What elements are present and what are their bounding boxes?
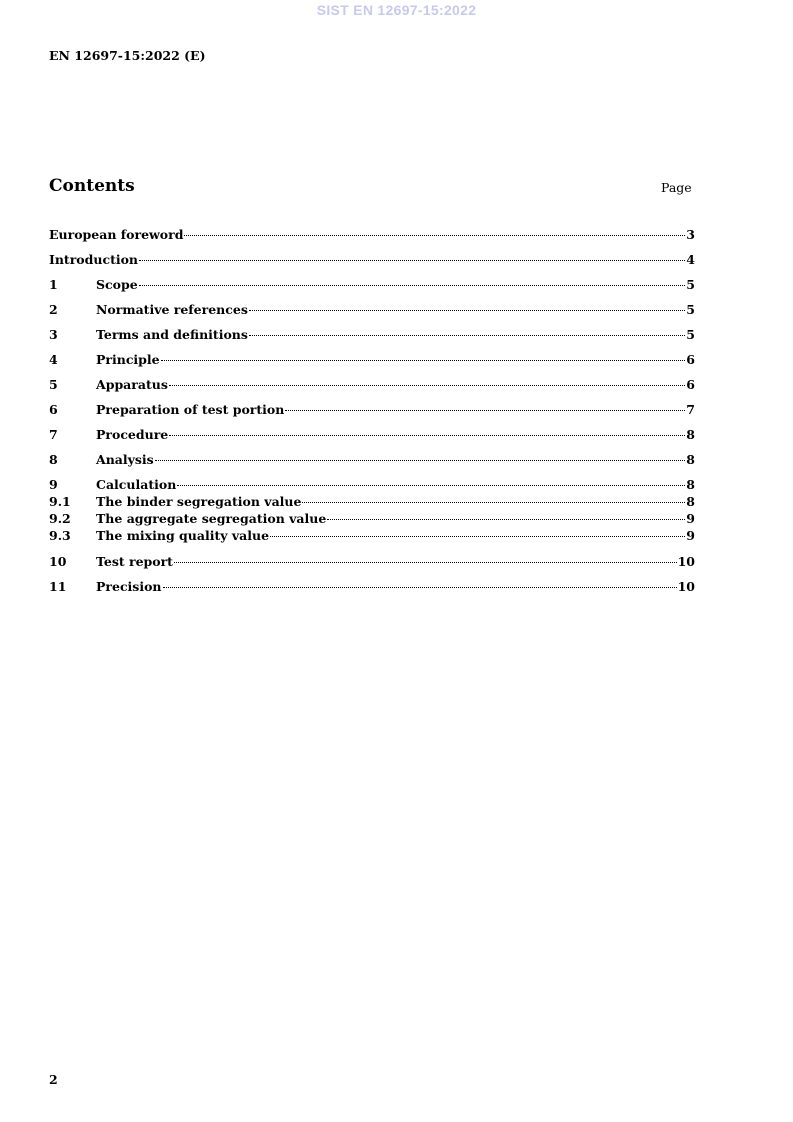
contents-heading: Contents <box>49 176 135 196</box>
toc-entry-title: The mixing quality value <box>96 528 270 543</box>
toc-entry[interactable] <box>49 426 695 443</box>
toc-entry[interactable] <box>49 476 695 493</box>
toc-entry-title: The aggregate segregation value <box>96 511 327 526</box>
toc-entry-page: 8 <box>686 452 695 467</box>
toc-entry-title: Scope <box>96 277 138 292</box>
toc-leader-dots <box>285 410 685 411</box>
toc-entry-page: 9 <box>686 528 695 543</box>
table-of-contents <box>49 226 695 595</box>
toc-entry-page: 9 <box>686 511 695 526</box>
toc-leader-dots <box>270 536 685 537</box>
toc-entry-number: 8 <box>49 452 58 467</box>
toc-entry-number: 9 <box>49 477 58 492</box>
toc-entry[interactable] <box>49 301 695 318</box>
toc-entry-number: 7 <box>49 427 58 442</box>
toc-leader-dots <box>249 335 685 336</box>
toc-leader-dots <box>139 260 685 261</box>
document-id: EN 12697-15:2022 (E) <box>49 48 206 63</box>
toc-entry-title: Analysis <box>96 452 154 467</box>
toc-entry-page: 8 <box>686 477 695 492</box>
toc-entry[interactable] <box>49 326 695 343</box>
toc-entry[interactable] <box>49 226 695 243</box>
toc-entry-number: 9.2 <box>49 511 71 526</box>
toc-entry[interactable] <box>49 451 695 468</box>
toc-leader-dots <box>161 360 686 361</box>
toc-leader-dots <box>163 587 677 588</box>
toc-entry-page: 8 <box>686 494 695 509</box>
toc-entry-number: 3 <box>49 327 58 342</box>
toc-entry-title: Apparatus <box>96 377 168 392</box>
toc-entry-title: Test report <box>96 554 173 569</box>
toc-entry[interactable] <box>49 553 695 570</box>
toc-subentry[interactable] <box>49 527 695 544</box>
toc-entry-title: European foreword <box>49 227 184 242</box>
toc-leader-dots <box>139 285 686 286</box>
toc-entry[interactable] <box>49 276 695 293</box>
toc-entry-title: The binder segregation value <box>96 494 302 509</box>
toc-entry-number: 2 <box>49 302 58 317</box>
toc-entry-title: Preparation of test portion <box>96 402 285 417</box>
toc-leader-dots <box>177 485 685 486</box>
toc-entry-title: Precision <box>96 579 162 594</box>
watermark: SIST EN 12697-15:2022 <box>316 2 477 18</box>
page-column-label: Page <box>661 180 692 195</box>
toc-entry-page: 10 <box>677 554 695 569</box>
toc-leader-dots <box>249 310 685 311</box>
toc-entry-page: 10 <box>677 579 695 594</box>
toc-entry-title: Introduction <box>49 252 139 267</box>
toc-entry-number: 6 <box>49 402 58 417</box>
toc-entry-page: 5 <box>686 277 695 292</box>
toc-entry-title: Procedure <box>96 427 169 442</box>
toc-entry-page: 4 <box>686 252 695 267</box>
toc-entry-title: Calculation <box>96 477 177 492</box>
toc-entry-number: 1 <box>49 277 58 292</box>
toc-entry-number: 9.1 <box>49 494 71 509</box>
toc-entry-page: 6 <box>686 377 695 392</box>
toc-entry-page: 5 <box>686 327 695 342</box>
toc-entry[interactable] <box>49 578 695 595</box>
toc-leader-dots <box>155 460 686 461</box>
toc-leader-dots <box>174 562 677 563</box>
toc-entry-number: 4 <box>49 352 58 367</box>
toc-leader-dots <box>169 385 685 386</box>
toc-subentry[interactable] <box>49 510 695 527</box>
toc-entry-number: 9.3 <box>49 528 71 543</box>
toc-subentry[interactable] <box>49 493 695 510</box>
toc-leader-dots <box>327 519 685 520</box>
toc-entry[interactable] <box>49 351 695 368</box>
toc-entry-page: 3 <box>686 227 695 242</box>
toc-entry-page: 6 <box>686 352 695 367</box>
toc-entry[interactable] <box>49 251 695 268</box>
toc-leader-dots <box>302 502 685 503</box>
toc-entry-page: 5 <box>686 302 695 317</box>
toc-entry[interactable] <box>49 401 695 418</box>
toc-entry-page: 7 <box>686 402 695 417</box>
toc-leader-dots <box>184 235 685 236</box>
toc-entry-title: Principle <box>96 352 160 367</box>
toc-entry-title: Terms and definitions <box>96 327 248 342</box>
toc-entry-number: 11 <box>49 579 67 594</box>
toc-leader-dots <box>169 435 685 436</box>
toc-entry-page: 8 <box>686 427 695 442</box>
toc-entry[interactable] <box>49 376 695 393</box>
toc-entry-number: 5 <box>49 377 58 392</box>
page-number: 2 <box>49 1072 58 1087</box>
toc-entry-title: Normative references <box>96 302 248 317</box>
toc-entry-number: 10 <box>49 554 67 569</box>
